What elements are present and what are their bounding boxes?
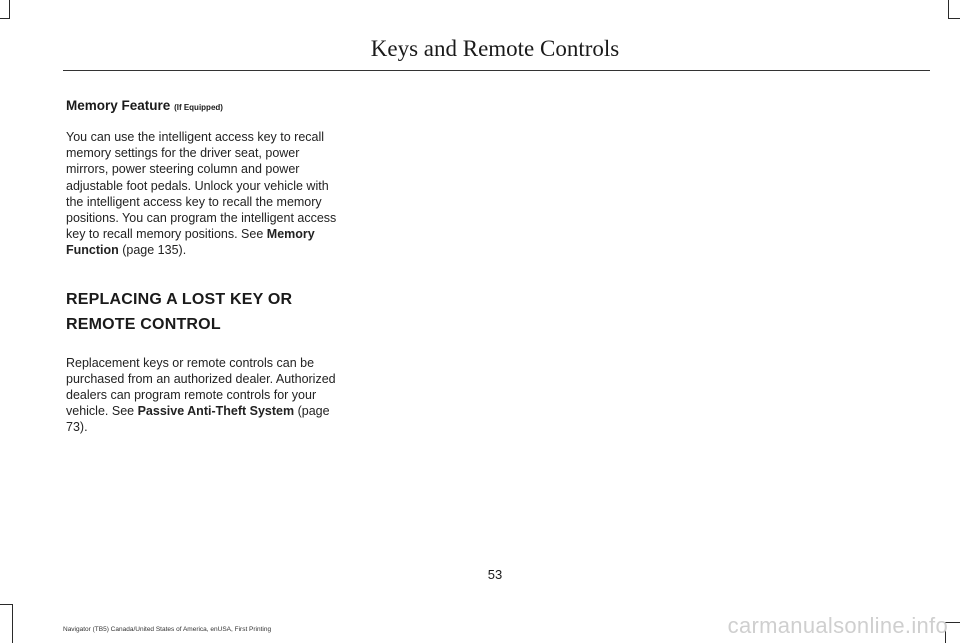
crop-mark-top-left-vertical [9,0,10,18]
memory-function-reference[interactable]: Memory Function [66,227,315,258]
replacing-key-heading-line1: REPLACING A LOST KEY OR [66,290,293,308]
memory-feature-paragraph [66,129,338,259]
header-divider [63,70,930,71]
page-number: 53 [487,567,503,582]
replacing-key-paragraph [66,355,338,436]
page-header-title: Keys and Remote Controls [370,36,620,61]
crop-mark-bottom-left-horizontal [0,604,13,605]
replacing-key-heading-line2: REMOTE CONTROL [66,315,221,333]
crop-mark-top-left-horizontal [0,18,10,19]
replacing-key-text: Replacement keys or remote controls can be purchased from an authorized dealer. Authorized dealers can program remote controls for your vehicle. See [66,355,336,419]
content-column [66,97,338,436]
replacing-key-heading [66,287,338,337]
passive-anti-theft-page-ref: (page 73). [66,404,330,435]
memory-function-page-ref: (page 135). [118,243,187,258]
crop-mark-bottom-left-vertical [12,604,13,643]
footer-edition-text: Navigator (TB5) Canada/United States of America, enUSA, First Printing [63,626,272,633]
memory-feature-qualifier: (If Equipped) [174,103,223,112]
passive-anti-theft-reference[interactable]: Passive Anti-Theft System [137,404,295,419]
memory-feature-title: Memory Feature [66,98,171,113]
crop-mark-top-right-vertical [948,0,949,18]
memory-feature-text: You can use the intelligent access key to recall memory settings for the driver seat, power mirrors, power steering column and power adjustable foot pedals. Unlock your vehicle with the intelligent access key to recall the memory positions. You can program the intelligent access key to recall memory positions. See [66,130,337,242]
memory-feature-heading [66,97,338,117]
watermark-text: carmanualsonline.info [727,613,948,638]
crop-mark-top-right-horizontal [948,18,960,19]
